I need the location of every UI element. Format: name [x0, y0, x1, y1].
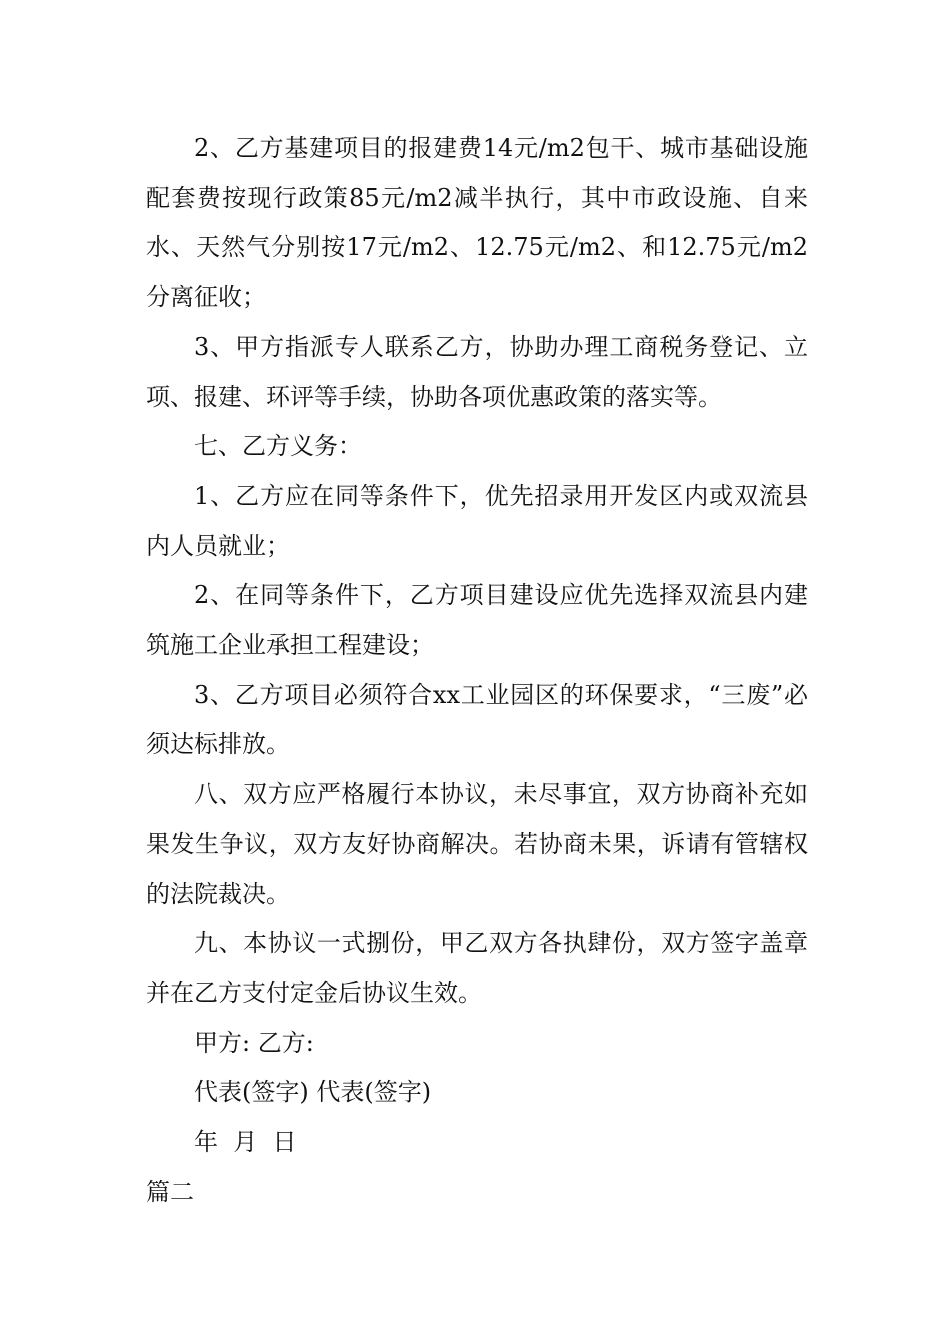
signature-representatives: 代表(签字) 代表(签字): [194, 1078, 432, 1107]
document-page: [146, 124, 808, 1217]
paragraph-assistance: 3、甲方指派专人联系乙方，协助办理工商税务登记、立项、报建、环评等手续，协助各项优惠政策的落实等。: [146, 332, 808, 411]
paragraph-construction: 2、在同等条件下，乙方项目建设应优先选择双流县内建筑施工企业承担工程建设；: [146, 581, 808, 660]
paragraph-disputes: 八、双方应严格履行本协议，未尽事宜，双方协商补充如果发生争议，双方友好协商解决。若协商未果，诉请有管辖权的法院裁决。: [146, 780, 808, 908]
paragraph-employment: 1、乙方应在同等条件下，优先招录用开发区内或双流县内人员就业；: [146, 481, 808, 560]
signature-date: 年 月 日: [194, 1128, 297, 1157]
heading-party-b-obligations: 七、乙方义务：: [194, 432, 362, 461]
paragraph-fees: 2、乙方基建项目的报建费14元/m2包干、城市基础设施配套费按现行政策85元/m2减半执行，其中市政设施、自来水、天然气分别按17元/m2、12.75元/m2、和12.75元/m2分离征收；: [146, 134, 808, 312]
paragraph-environment: 3、乙方项目必须符合xx工业园区的环保要求，“三废”必须达标排放。: [146, 680, 808, 759]
paragraph-copies: 九、本协议一式捌份，甲乙双方各执肆份，双方签字盖章并在乙方支付定金后协议生效。: [146, 929, 808, 1007]
section-heading: 篇二: [146, 1177, 194, 1206]
signature-parties: 甲方: 乙方:: [194, 1028, 314, 1057]
